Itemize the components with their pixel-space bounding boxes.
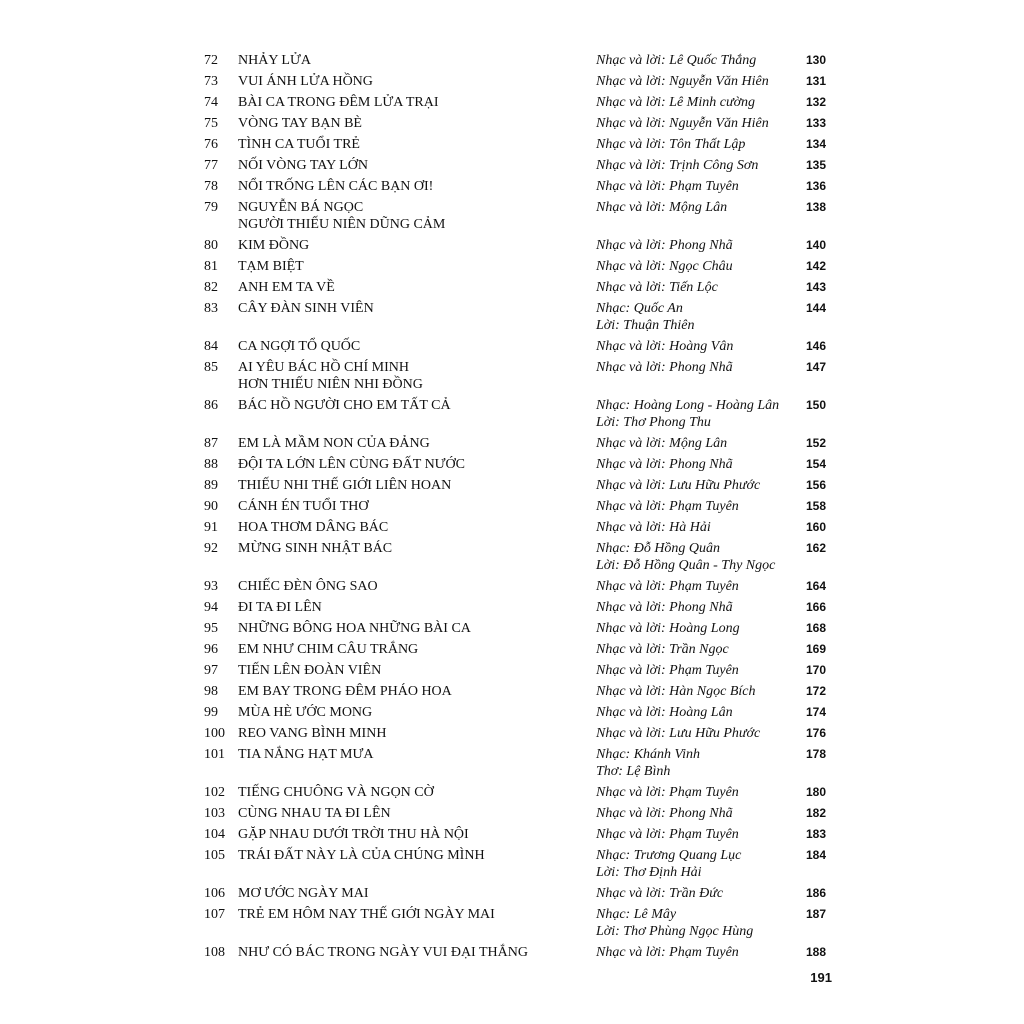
song-credit-line: Nhạc và lời: Phạm Tuyên: [596, 945, 739, 960]
song-title: [238, 847, 596, 864]
song-credit-line: Thơ: Lệ Bình: [596, 764, 671, 779]
song-credit-line: Nhạc và lời: Hà Hải: [596, 520, 711, 535]
toc-entry: [204, 435, 844, 452]
toc-entry: [204, 906, 844, 940]
song-credit: [596, 435, 798, 452]
song-credit-line: Nhạc và lời: Tôn Thất Lập: [596, 137, 746, 152]
song-title-line: AI YÊU BÁC HỒ CHÍ MINH: [238, 360, 409, 375]
song-credit: [596, 746, 798, 780]
song-title: [238, 944, 596, 961]
song-title: [238, 906, 596, 923]
song-credit: [596, 578, 798, 595]
song-number: 90: [204, 499, 218, 514]
song-credit: [596, 519, 798, 536]
song-credit-line: Nhạc và lời: Lưu Hữu Phước: [596, 478, 761, 493]
song-title-line: TÌNH CA TUỔI TRẺ: [238, 137, 360, 152]
song-page: 178: [805, 747, 826, 761]
song-title-line: ĐỘI TA LỚN LÊN CÙNG ĐẤT NƯỚC: [238, 457, 465, 472]
song-page: 150: [805, 398, 826, 412]
song-credit: [596, 279, 798, 296]
song-page: 142: [805, 259, 826, 273]
song-number: 92: [204, 541, 218, 556]
song-number: 102: [204, 785, 225, 800]
song-credit-line: Nhạc và lời: Phạm Tuyên: [596, 499, 739, 514]
toc-entry: [204, 599, 844, 616]
song-credit: [596, 178, 798, 195]
song-credit-line: Nhạc và lời: Trịnh Công Sơn: [596, 158, 759, 173]
song-page: 182: [805, 806, 826, 820]
song-credit-line: Lời: Thơ Phùng Ngọc Hùng: [596, 924, 754, 939]
song-credit-line: Nhạc và lời: Mộng Lân: [596, 200, 728, 215]
song-credit: [596, 885, 798, 902]
song-number: 88: [204, 457, 218, 472]
song-credit-line: Nhạc và lời: Hoàng Long: [596, 621, 740, 636]
song-title-line: EM LÀ MẦM NON CỦA ĐẢNG: [238, 436, 430, 451]
song-title: [238, 300, 596, 317]
toc-entry: [204, 944, 844, 961]
song-page: 176: [805, 726, 826, 740]
song-title: [238, 784, 596, 801]
song-title-line: NHỮNG BÔNG HOA NHỮNG BÀI CA: [238, 621, 471, 636]
song-credit: [596, 258, 798, 275]
song-title: [238, 704, 596, 721]
song-number: 106: [204, 886, 225, 901]
song-credit-line: Nhạc: Đỗ Hồng Quân: [596, 541, 721, 556]
song-title-line: REO VANG BÌNH MINH: [238, 726, 387, 741]
song-credit: [596, 599, 798, 616]
song-credit: [596, 944, 798, 961]
song-title: [238, 178, 596, 195]
song-page: 186: [805, 886, 826, 900]
song-credit-line: Nhạc và lời: Phong Nhã: [596, 457, 733, 472]
song-title: [238, 136, 596, 153]
song-title: [238, 94, 596, 111]
table-of-contents: [204, 52, 844, 965]
song-credit: [596, 338, 798, 355]
song-title: [238, 456, 596, 473]
toc-entry: [204, 359, 844, 393]
song-credit-line: Nhạc và lời: Phạm Tuyên: [596, 827, 739, 842]
song-page: 132: [805, 95, 826, 109]
song-number: 101: [204, 747, 225, 762]
toc-entry: [204, 805, 844, 822]
toc-entry: [204, 73, 844, 90]
song-title-line: NỔI TRỐNG LÊN CÁC BẠN ƠI!: [238, 179, 434, 194]
song-page: 131: [805, 74, 826, 88]
song-title: [238, 599, 596, 616]
song-credit: [596, 620, 798, 637]
toc-entry: [204, 620, 844, 637]
song-credit: [596, 157, 798, 174]
song-title: [238, 199, 596, 233]
song-page: 134: [805, 137, 826, 151]
song-title-line: BÁC HỒ NGƯỜI CHO EM TẤT CẢ: [238, 398, 451, 413]
song-title: [238, 498, 596, 515]
song-credit: [596, 847, 798, 881]
song-credit: [596, 52, 798, 69]
song-page: 154: [805, 457, 826, 471]
song-page: 180: [805, 785, 826, 799]
song-credit: [596, 906, 798, 940]
song-title: [238, 157, 596, 174]
song-number: 80: [204, 238, 218, 253]
toc-entry: [204, 279, 844, 296]
song-number: 74: [204, 95, 218, 110]
song-title-line: HƠN THIẾU NIÊN NHI ĐỒNG: [238, 377, 423, 392]
song-page: 166: [805, 600, 826, 614]
song-credit-line: Nhạc và lời: Phong Nhã: [596, 600, 733, 615]
song-page: 152: [805, 436, 826, 450]
song-credit: [596, 397, 798, 431]
song-title: [238, 746, 596, 763]
song-credit-line: Nhạc: Lê Mây: [596, 907, 677, 922]
song-number: 87: [204, 436, 218, 451]
song-title: [238, 52, 596, 69]
toc-entry: [204, 641, 844, 658]
song-credit: [596, 115, 798, 132]
song-credit: [596, 456, 798, 473]
song-credit: [596, 477, 798, 494]
song-title-line: TIA NẮNG HẠT MƯA: [238, 747, 374, 762]
toc-entry: [204, 115, 844, 132]
song-title: [238, 397, 596, 414]
song-title: [238, 519, 596, 536]
song-credit-line: Nhạc: Quốc An: [596, 301, 683, 316]
song-title-line: NHẢY LỬA: [238, 53, 311, 68]
song-credit-line: Nhạc và lời: Nguyễn Văn Hiên: [596, 74, 769, 89]
toc-entry: [204, 519, 844, 536]
song-number: 97: [204, 663, 218, 678]
song-title-line: CA NGỢI TỔ QUỐC: [238, 339, 361, 354]
song-title-line: HOA THƠM DÂNG BÁC: [238, 520, 389, 535]
song-title-line: TRÁI ĐẤT NÀY LÀ CỦA CHÚNG MÌNH: [238, 848, 485, 863]
song-credit: [596, 540, 798, 574]
toc-entry: [204, 885, 844, 902]
song-page: 147: [805, 360, 826, 374]
song-number: 108: [204, 945, 225, 960]
toc-entry: [204, 52, 844, 69]
song-title: [238, 885, 596, 902]
song-number: 79: [204, 200, 218, 215]
song-title-line: ĐI TA ĐI LÊN: [238, 600, 322, 615]
song-page: 170: [805, 663, 826, 677]
song-number: 82: [204, 280, 218, 295]
song-title-line: KIM ĐỒNG: [238, 238, 310, 253]
toc-entry: [204, 258, 844, 275]
song-credit-line: Nhạc và lời: Tiến Lộc: [596, 280, 718, 295]
song-number: 76: [204, 137, 218, 152]
toc-entry: [204, 847, 844, 881]
song-credit: [596, 199, 798, 216]
song-credit-line: Lời: Đỗ Hồng Quân - Thy Ngọc: [596, 558, 776, 573]
song-credit-line: Nhạc và lời: Ngọc Châu: [596, 259, 733, 274]
toc-entry: [204, 338, 844, 355]
song-page: 130: [805, 53, 826, 67]
song-title-line: NGƯỜI THIẾU NIÊN DŨNG CẢM: [238, 217, 446, 232]
song-credit-line: Nhạc và lời: Phong Nhã: [596, 360, 733, 375]
song-credit: [596, 237, 798, 254]
song-page: 144: [805, 301, 826, 315]
song-credit-line: Lời: Thơ Định Hải: [596, 865, 702, 880]
song-number: 73: [204, 74, 218, 89]
song-page: 138: [805, 200, 826, 214]
toc-entry: [204, 300, 844, 334]
song-title-line: CÂY ĐÀN SINH VIÊN: [238, 301, 374, 316]
toc-entry: [204, 136, 844, 153]
song-title: [238, 73, 596, 90]
song-number: 81: [204, 259, 218, 274]
song-number: 85: [204, 360, 218, 375]
song-number: 93: [204, 579, 218, 594]
song-title-line: MÙA HÈ ƯỚC MONG: [238, 705, 373, 720]
song-title-line: THIẾU NHI THẾ GIỚI LIÊN HOAN: [238, 478, 452, 493]
song-number: 94: [204, 600, 218, 615]
song-title-line: NHƯ CÓ BÁC TRONG NGÀY VUI ĐẠI THẮNG: [238, 945, 528, 960]
song-title: [238, 258, 596, 275]
song-title-line: TẠM BIỆT: [238, 259, 304, 274]
toc-entry: [204, 397, 844, 431]
song-credit-line: Nhạc và lời: Mộng Lân: [596, 436, 728, 451]
song-title: [238, 641, 596, 658]
song-title-line: GẶP NHAU DƯỚI TRỜI THU HÀ NỘI: [238, 827, 469, 842]
song-page: 135: [805, 158, 826, 172]
song-page: 172: [805, 684, 826, 698]
song-page: 184: [805, 848, 826, 862]
song-credit: [596, 704, 798, 721]
song-credit: [596, 683, 798, 700]
song-credit-line: Nhạc và lời: Phạm Tuyên: [596, 663, 739, 678]
toc-entry: [204, 784, 844, 801]
song-credit: [596, 641, 798, 658]
song-number: 72: [204, 53, 218, 68]
song-number: 98: [204, 684, 218, 699]
song-credit-line: Lời: Thuận Thiên: [596, 318, 695, 333]
song-number: 107: [204, 907, 225, 922]
song-title-line: NGUYỄN BÁ NGỌC: [238, 200, 364, 215]
song-credit-line: Nhạc và lời: Trần Đức: [596, 886, 724, 901]
song-title: [238, 279, 596, 296]
song-title-line: VÒNG TAY BẠN BÈ: [238, 116, 362, 131]
song-credit-line: Nhạc và lời: Hoàng Lân: [596, 705, 733, 720]
toc-entry: [204, 683, 844, 700]
song-title: [238, 725, 596, 742]
toc-entry: [204, 725, 844, 742]
song-credit: [596, 662, 798, 679]
song-number: 104: [204, 827, 225, 842]
song-title: [238, 435, 596, 452]
toc-entry: [204, 578, 844, 595]
page-number: 191: [810, 970, 832, 985]
toc-entry: [204, 237, 844, 254]
song-title-line: CHIẾC ĐÈN ÔNG SAO: [238, 579, 378, 594]
song-credit-line: Nhạc và lời: Phong Nhã: [596, 238, 733, 253]
song-title: [238, 359, 596, 393]
song-credit-line: Nhạc và lời: Lê Minh cường: [596, 95, 756, 110]
song-title-line: NỐI VÒNG TAY LỚN: [238, 158, 368, 173]
song-title-line: MỪNG SINH NHẬT BÁC: [238, 541, 393, 556]
song-title: [238, 826, 596, 843]
song-page: 156: [805, 478, 826, 492]
song-title: [238, 338, 596, 355]
song-title: [238, 115, 596, 132]
song-title: [238, 805, 596, 822]
song-credit-line: Nhạc và lời: Lê Quốc Thắng: [596, 53, 757, 68]
song-credit-line: Nhạc: Trương Quang Lục: [596, 848, 742, 863]
song-number: 95: [204, 621, 218, 636]
song-title-line: TIẾN LÊN ĐOÀN VIÊN: [238, 663, 382, 678]
song-credit: [596, 359, 798, 376]
song-credit-line: Nhạc và lời: Hoàng Vân: [596, 339, 734, 354]
song-title: [238, 683, 596, 700]
song-page: 133: [805, 116, 826, 130]
toc-entry: [204, 456, 844, 473]
song-page: 174: [805, 705, 826, 719]
song-page: 183: [805, 827, 826, 841]
song-title: [238, 578, 596, 595]
song-credit-line: Nhạc và lời: Phạm Tuyên: [596, 785, 739, 800]
song-credit: [596, 784, 798, 801]
song-title: [238, 540, 596, 557]
toc-entry: [204, 746, 844, 780]
song-credit: [596, 73, 798, 90]
song-title-line: EM BAY TRONG ĐÊM PHÁO HOA: [238, 684, 452, 699]
toc-entry: [204, 662, 844, 679]
song-number: 78: [204, 179, 218, 194]
toc-entry: [204, 826, 844, 843]
song-number: 99: [204, 705, 218, 720]
song-title-line: CÙNG NHAU TA ĐI LÊN: [238, 806, 391, 821]
song-page: 169: [805, 642, 826, 656]
song-page: 164: [805, 579, 826, 593]
song-title: [238, 237, 596, 254]
song-number: 83: [204, 301, 218, 316]
song-credit-line: Nhạc và lời: Lưu Hữu Phước: [596, 726, 761, 741]
song-title-line: TRẺ EM HÔM NAY THẾ GIỚI NGÀY MAI: [238, 907, 495, 922]
song-title-line: VUI ÁNH LỬA HỒNG: [238, 74, 373, 89]
song-number: 75: [204, 116, 218, 131]
song-credit: [596, 826, 798, 843]
song-title-line: TIẾNG CHUÔNG VÀ NGỌN CỜ: [238, 785, 434, 800]
song-credit-line: Nhạc và lời: Trần Ngọc: [596, 642, 729, 657]
song-credit-line: Nhạc: Khánh Vinh: [596, 747, 700, 762]
toc-entry: [204, 477, 844, 494]
song-number: 100: [204, 726, 225, 741]
song-page: 158: [805, 499, 826, 513]
song-credit: [596, 805, 798, 822]
song-credit-line: Nhạc và lời: Phong Nhã: [596, 806, 733, 821]
song-page: 136: [805, 179, 826, 193]
toc-entry: [204, 498, 844, 515]
toc-entry: [204, 540, 844, 574]
toc-entry: [204, 178, 844, 195]
song-number: 77: [204, 158, 218, 173]
song-credit: [596, 725, 798, 742]
toc-entry: [204, 94, 844, 111]
song-credit-line: Nhạc và lời: Hàn Ngọc Bích: [596, 684, 756, 699]
song-number: 89: [204, 478, 218, 493]
song-number: 103: [204, 806, 225, 821]
song-credit-line: Nhạc và lời: Nguyễn Văn Hiên: [596, 116, 769, 131]
song-title-line: ANH EM TA VỀ: [238, 280, 335, 295]
song-page: 146: [805, 339, 826, 353]
song-page: 168: [805, 621, 826, 635]
song-number: 105: [204, 848, 225, 863]
toc-entry: [204, 199, 844, 233]
song-title-line: CÁNH ÉN TUỔI THƠ: [238, 499, 369, 514]
song-credit-line: Nhạc và lời: Phạm Tuyên: [596, 179, 739, 194]
song-title: [238, 477, 596, 494]
song-credit: [596, 136, 798, 153]
song-title-line: MƠ ƯỚC NGÀY MAI: [238, 886, 369, 901]
song-credit: [596, 498, 798, 515]
song-title-line: BÀI CA TRONG ĐÊM LỬA TRẠI: [238, 95, 439, 110]
song-title-line: EM NHƯ CHIM CÂU TRẮNG: [238, 642, 419, 657]
song-page: 187: [805, 907, 826, 921]
song-number: 91: [204, 520, 218, 535]
song-credit-line: Lời: Thơ Phong Thu: [596, 415, 711, 430]
song-page: 162: [805, 541, 826, 555]
song-credit: [596, 300, 798, 334]
song-credit: [596, 94, 798, 111]
song-page: 188: [805, 945, 826, 959]
toc-entry: [204, 704, 844, 721]
toc-entry: [204, 157, 844, 174]
song-credit-line: Nhạc: Hoàng Long - Hoàng Lân: [596, 398, 780, 413]
song-number: 84: [204, 339, 218, 354]
song-title: [238, 620, 596, 637]
song-page: 143: [805, 280, 826, 294]
song-number: 86: [204, 398, 218, 413]
song-credit-line: Nhạc và lời: Phạm Tuyên: [596, 579, 739, 594]
song-title: [238, 662, 596, 679]
song-number: 96: [204, 642, 218, 657]
song-page: 140: [805, 238, 826, 252]
song-page: 160: [805, 520, 826, 534]
